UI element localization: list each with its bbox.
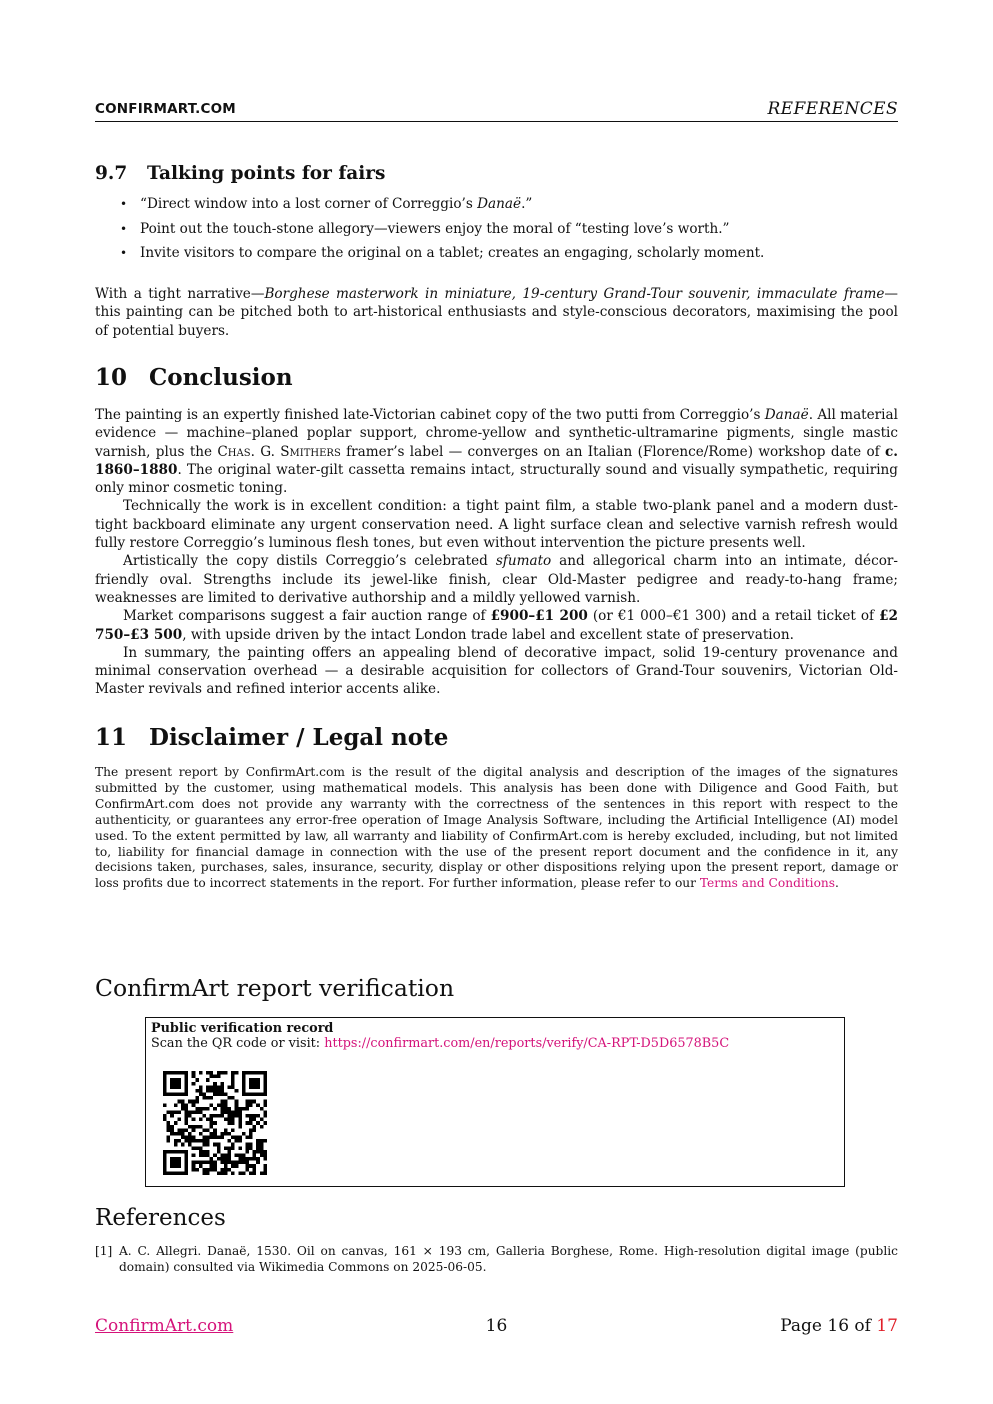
- list-item: • Point out the touch-stone allegory—viewers enjoy the moral of “testing love’s worth.”: [95, 220, 898, 245]
- text-emphasis: sfumato: [495, 553, 552, 570]
- text-run: framer’s label — converges on an Italian (Florence/Rome) workshop date of: [340, 443, 885, 460]
- text-run: and allegorical charm into an intimate, décor-friendly oval. Strengths include its jewel-like finish, clear Old-Master pedigree and ready-to-hang frame; weaknesses are limited to derivative authorship and a mildly yellowed varnish.: [95, 553, 898, 606]
- verification-box-title: Public verification record: [151, 1021, 334, 1036]
- subsection-number: 9.7: [95, 163, 128, 184]
- verification-heading: ConfirmArt report verification: [95, 974, 455, 1002]
- text-run: Market comparisons suggest a fair auction range of: [123, 608, 491, 625]
- header-section-name: REFERENCES: [767, 99, 898, 119]
- reference-tag: [1]: [95, 1244, 113, 1258]
- subsection-title: Talking points for fairs: [147, 163, 386, 184]
- conclusion-body: [95, 406, 898, 699]
- text-run: , with upside driven by the intact London trade label and excellent state of preservation.: [182, 626, 794, 643]
- section-title: Disclaimer / Legal note: [149, 724, 449, 751]
- list-item: [95, 1243, 898, 1275]
- paragraph: [95, 552, 898, 607]
- section-heading-conclusion: [95, 364, 293, 391]
- text-run: . The original water-gilt cassetta remains intact, structurally sound and visually sympathetic, requiring only minor cosmetic toning.: [95, 461, 898, 497]
- text-run: The present report by ConfirmArt.com is the result of the digital analysis and description of the images of the signatures submitted by the customer, using mathematical models. This analysis has been done with Diligence and Good Faith, but ConfirmArt.com does not provide any warranty with the correctness of the sentences in this report with respect to the authenticity, or guarantees any error-free operation of Image Analysis Software, including the Artificial Intelligence (AI) model used. To the extent permitted by law, all warranty and liability of ConfirmArt.com is hereby excluded, including, but not limited to, liability for financial damage in connection with the use of the present report document and the confidence in it, any decisions taken, purchases, sales, insurance, security, display or other dispositions relying upon the present report, damage or loss profits due to incorrect statements in the report. For further information, please refer to our: [95, 765, 898, 891]
- narrative-paragraph: [95, 285, 898, 340]
- text-run: Page 16 of: [780, 1316, 877, 1336]
- paragraph: [95, 607, 898, 644]
- section-number: 10: [95, 364, 128, 391]
- section-number: 11: [95, 724, 128, 751]
- text-run: Scan the QR code or visit:: [151, 1036, 325, 1051]
- text-run: Artistically the copy distils Correggio’s celebrated: [123, 553, 496, 570]
- retail-range: £2 750–£3 500: [95, 608, 898, 643]
- brand-logo-text: CONFIRMART.COM: [95, 101, 236, 117]
- text-run: With a tight narrative—: [95, 286, 265, 302]
- page-of-total: [780, 1316, 898, 1336]
- text-run: . All material evidence — machine–planed poplar support, chrome-yellow and synthetic-ultramarine pigments, single mastic varnish, plus the: [95, 407, 898, 460]
- footer-site-link[interactable]: ConfirmArt.com: [95, 1316, 234, 1336]
- text-run: .: [835, 876, 839, 891]
- subsection-heading-9-7: [95, 163, 385, 184]
- list-item: [95, 195, 898, 220]
- talking-points-list: [95, 195, 898, 269]
- section-heading-disclaimer: [95, 724, 448, 751]
- section-title: Conclusion: [149, 364, 293, 391]
- page-number: 16: [485, 1316, 508, 1336]
- list-item: • Invite visitors to compare the original on a tablet; creates an engaging, scholarly moment.: [95, 244, 898, 269]
- paragraph: [95, 406, 898, 497]
- references-heading: References: [95, 1205, 226, 1231]
- text-emphasis: Borghese masterwork in miniature, 19-century Grand-Tour souvenir, immaculate frame: [264, 286, 885, 302]
- bullet-text: “Direct window into a lost corner of Correggio’s: [140, 196, 478, 212]
- text-emphasis: Danaë: [764, 407, 809, 423]
- date-range: c. 1860–1880: [95, 443, 898, 478]
- verification-link[interactable]: https://confirmart.com/en/reports/verify/CA-RPT-D5D6578B5C: [324, 1036, 730, 1051]
- running-header: [95, 99, 898, 122]
- auction-range: £900–£1 200: [490, 608, 588, 625]
- bullet-emphasis: Danaë: [477, 196, 522, 212]
- qr-code-icon[interactable]: [163, 1071, 267, 1175]
- legal-note: [95, 765, 898, 892]
- verification-instructions: [151, 1036, 729, 1051]
- terms-link[interactable]: Terms and Conditions: [699, 876, 836, 891]
- reference-list: [95, 1243, 898, 1275]
- paragraph: In summary, the painting offers an appealing blend of decorative impact, solid 19-century provenance and minimal conservation overhead — a desirable acquisition for collectors of Grand-Tour souvenirs, Victorian Old-Master revivals and refined interior accents alike.: [95, 644, 898, 698]
- bullet-text-end: .”: [521, 196, 533, 212]
- page-footer: [95, 1316, 898, 1338]
- text-run: (or €1 000–€1 300) and a retail ticket of: [587, 608, 880, 625]
- verification-box: [145, 1017, 845, 1187]
- total-pages: 17: [876, 1316, 898, 1336]
- paragraph: Technically the work is in excellent condition: a tight paint film, a stable two-plank panel and a modern dust-tight backboard eliminate any urgent conservation need. A light surface clean and selective varnish refresh would fully restore Correggio’s luminous flesh tones, but even without intervention the picture presents well.: [95, 498, 898, 552]
- text-run: —this painting can be pitched both to art-historical enthusiasts and style-conscious decorators, maximising the pool of potential buyers.: [95, 286, 898, 339]
- reference-text: A. C. Allegri. Danaë, 1530. Oil on canvas, 161 × 193 cm, Galleria Borghese, Rome. High-resolution digital image (public domain) consulted via Wikimedia Commons on 2025-06-05.: [119, 1244, 898, 1274]
- text-run: The painting is an expertly finished late-Victorian cabinet copy of the two putti from Correggio’s: [95, 407, 765, 423]
- framer-name: Chas. G. Smithers: [217, 443, 341, 460]
